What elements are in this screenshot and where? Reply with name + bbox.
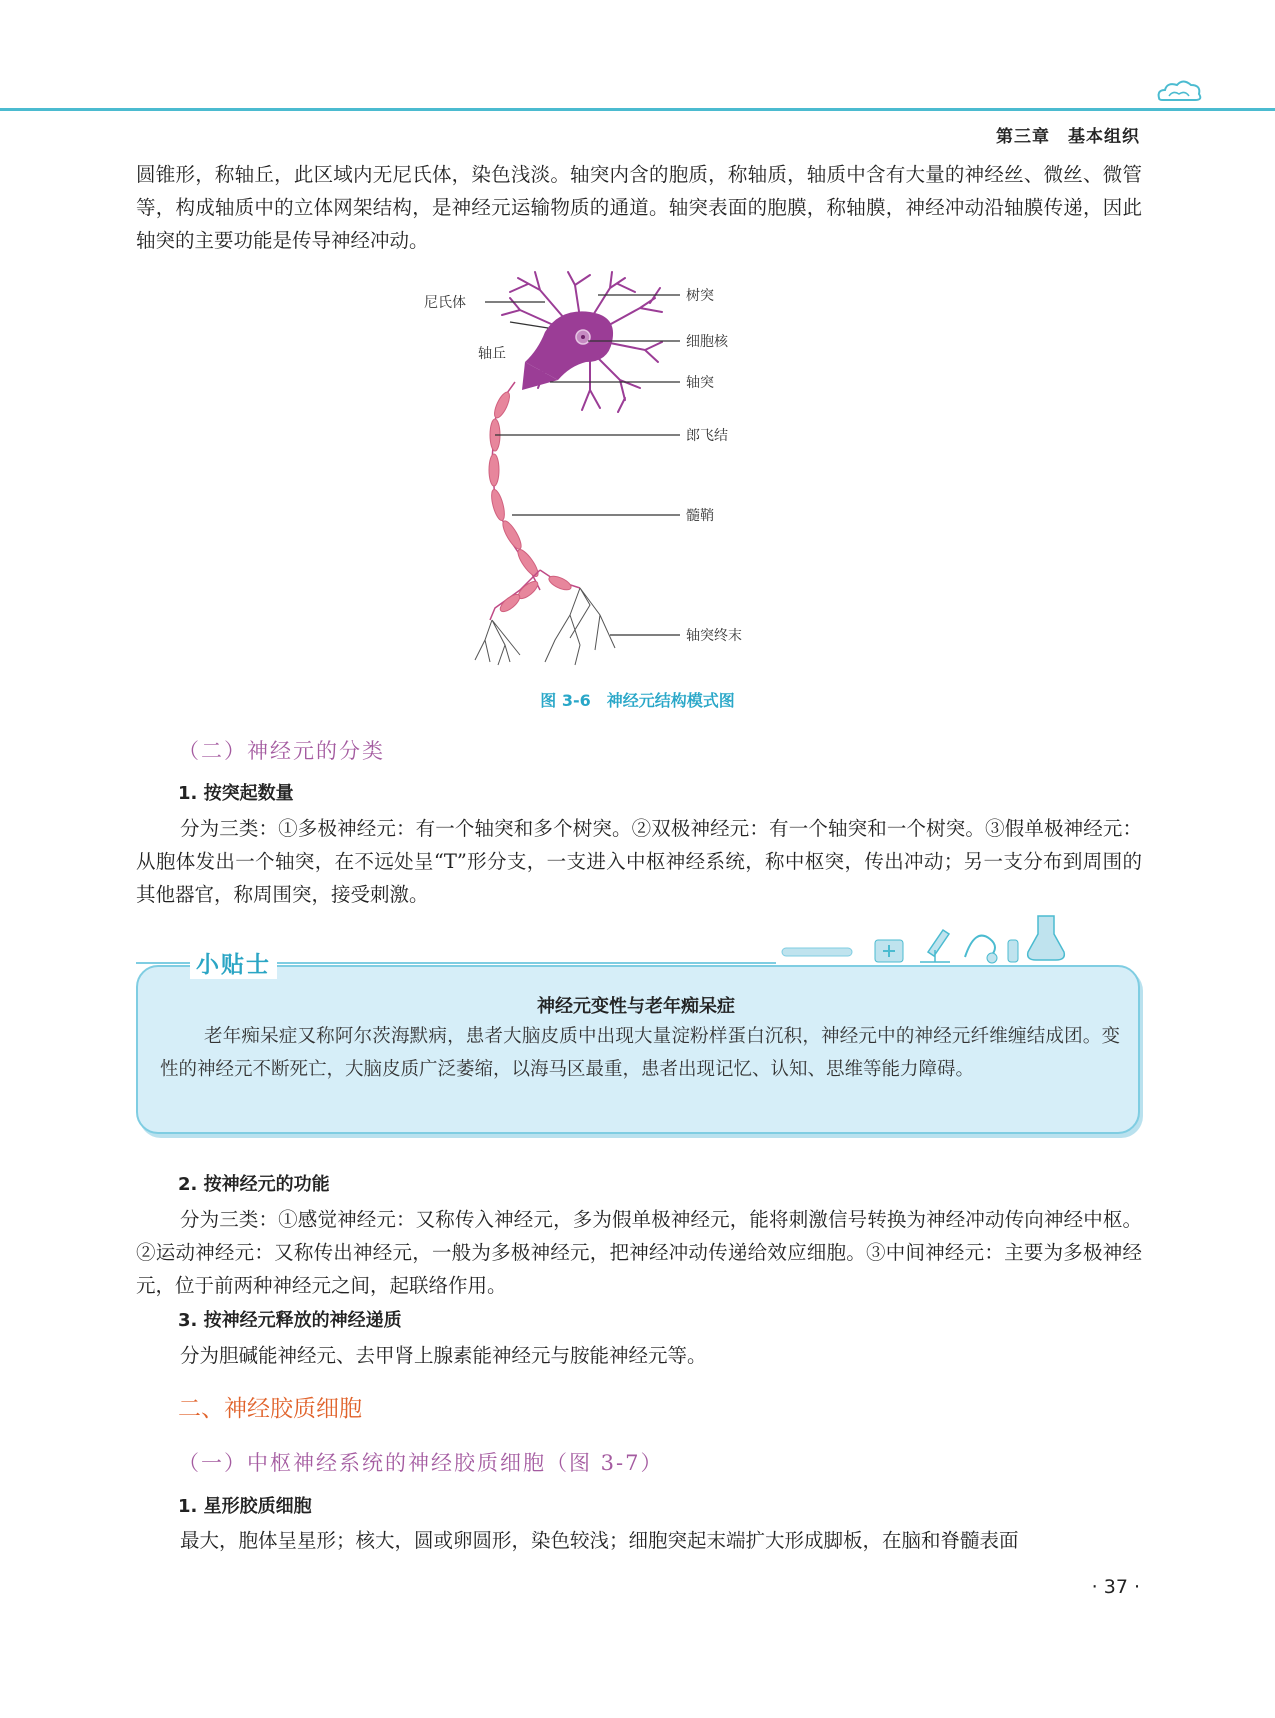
- paragraph-processes-text: 分为三类：①多极神经元：有一个轴突和多个树突。②双极神经元：有一个轴突和一个树突。③假单极神经元：从胞体发出一个轴突，在不远处呈“T”形分支，一支进入中枢神经系统，称中枢突，传出冲动；另一支分布到周围的其他器官，称周围突，接受刺激。: [136, 817, 1142, 906]
- item-heading-astrocyte: 1. 星形胶质细胞: [178, 1496, 312, 1517]
- paragraph-function-text: 分为三类：①感觉神经元：又称传入神经元，多为假单极神经元，能将刺激信号转换为神经冲动传向神经中枢。②运动神经元：又称传出神经元，一般为多极神经元，把神经冲动传递给效应细胞。③中间神经元：主要为多极神经元，位于前两种神经元之间，起联络作用。: [136, 1208, 1142, 1297]
- paragraph-function: [136, 1203, 1142, 1302]
- paragraph-transmitter: [136, 1339, 1142, 1372]
- label-nucleus: 细胞核: [686, 334, 728, 350]
- item-heading-processes: 1. 按突起数量: [178, 783, 294, 804]
- axon-terminals: [475, 588, 615, 665]
- subsection-heading-classification: （二）神经元的分类: [178, 739, 385, 763]
- neuron-diagram: [424, 270, 820, 680]
- label-dendrite: 树突: [686, 288, 714, 304]
- item-heading-transmitter: 3. 按神经元释放的神经递质: [178, 1310, 402, 1331]
- label-axon: 轴突: [686, 375, 714, 391]
- intro-paragraph: [136, 158, 1142, 257]
- label-hillock: 轴丘: [478, 346, 506, 362]
- subsection-heading-cns-glia: （一）中枢神经系统的神经胶质细胞（图 3-7）: [178, 1451, 664, 1475]
- item-heading-function: 2. 按神经元的功能: [178, 1174, 330, 1195]
- myelin-sheath: [489, 390, 541, 579]
- tip-title: 神经元变性与老年痴呆症: [537, 996, 735, 1017]
- paragraph-astrocyte: [136, 1524, 1142, 1557]
- page-number: · 37 ·: [1091, 1576, 1140, 1598]
- tip-label: 小贴士: [190, 946, 277, 979]
- paragraph-processes: [136, 812, 1142, 911]
- cloud-ornament-icon: [1155, 76, 1203, 106]
- label-terminal: 轴突终末: [686, 628, 742, 644]
- section-heading-glia: 二、神经胶质细胞: [178, 1396, 362, 1422]
- tip-text-block: [160, 1020, 1120, 1086]
- header-rule: [0, 108, 1275, 111]
- paragraph-astrocyte-text: 最大，胞体呈星形；核大，圆或卵圆形，染色较浅；细胞突起末端扩大形成脚板，在脑和脊髓表面: [180, 1529, 1019, 1552]
- chapter-title: 第三章 基本组织: [996, 127, 1140, 147]
- figure-caption: 图 3-6 神经元结构模式图: [540, 691, 735, 710]
- label-myelin: 髓鞘: [686, 508, 714, 524]
- paragraph-transmitter-text: 分为胆碱能神经元、去甲肾上腺素能神经元与胺能神经元等。: [180, 1344, 707, 1367]
- label-nissl: 尼氏体: [424, 295, 466, 311]
- axon-branches: [490, 570, 580, 620]
- medical-instruments-icon: [780, 912, 1080, 967]
- intro-text: 圆锥形，称轴丘，此区域内无尼氏体，染色浅淡。轴突内含的胞质，称轴质，轴质中含有大量的神经丝、微丝、微管等，构成轴质中的立体网架结构，是神经元运输物质的通道。轴突表面的胞膜，称轴膜，神经冲动沿轴膜传递，因此轴突的主要功能是传导神经冲动。: [136, 163, 1142, 252]
- tip-text: 老年痴呆症又称阿尔茨海默病，患者大脑皮质中出现大量淀粉样蛋白沉积，神经元中的神经元纤维缠结成团。变性的神经元不断死亡，大脑皮质广泛萎缩，以海马区最重，患者出现记忆、认知、思维等能力障碍。: [160, 1026, 1120, 1080]
- label-node: 郎飞结: [686, 428, 728, 444]
